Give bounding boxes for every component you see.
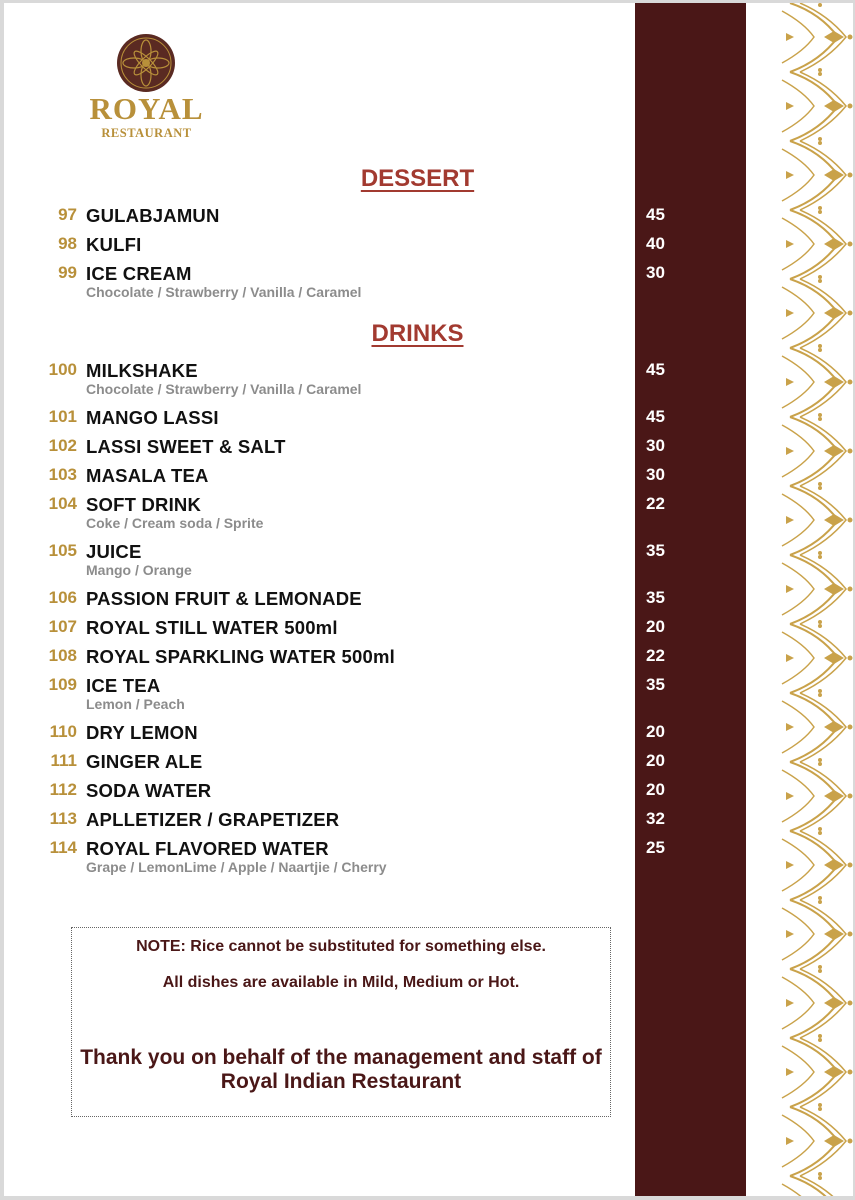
note-spice-levels: All dishes are available in Mild, Medium or Hot. xyxy=(162,974,520,991)
item-price: 32 xyxy=(646,809,665,828)
item-number: 110 xyxy=(49,722,77,741)
item-description: Chocolate / Strawberry / Vanilla / Caramel xyxy=(86,381,362,397)
menu-item xyxy=(4,751,853,775)
thank-you-line-2: Royal Indian Restaurant xyxy=(220,1070,462,1093)
section-title-drinks: DRINKS xyxy=(371,320,464,347)
item-description: Coke / Cream soda / Sprite xyxy=(86,515,264,531)
brand-subtitle: RESTAURANT xyxy=(101,126,192,140)
item-name: ROYAL STILL WATER 500ml xyxy=(86,617,338,638)
item-name: SODA WATER xyxy=(86,780,212,801)
item-price: 22 xyxy=(646,494,665,513)
menu-item xyxy=(4,588,853,612)
note-rice: NOTE: Rice cannot be substituted for something else. xyxy=(136,938,546,955)
item-name: JUICE xyxy=(86,541,142,562)
restaurant-logo xyxy=(84,33,214,143)
item-name: ROYAL FLAVORED WATER xyxy=(86,838,329,859)
menu-item xyxy=(4,465,853,489)
menu-item xyxy=(4,646,853,670)
item-price: 40 xyxy=(646,234,665,253)
menu-page xyxy=(4,3,853,1196)
item-name: APLLETIZER / GRAPETIZER xyxy=(86,809,340,830)
item-name: PASSION FRUIT & LEMONADE xyxy=(86,588,362,609)
notes-box xyxy=(71,927,611,1117)
item-number: 114 xyxy=(49,838,77,857)
item-name: MILKSHAKE xyxy=(86,360,198,381)
item-name: MASALA TEA xyxy=(86,465,209,486)
item-price: 20 xyxy=(646,780,665,799)
menu-item xyxy=(4,780,853,804)
item-number: 103 xyxy=(48,465,77,484)
item-number: 113 xyxy=(49,809,77,828)
item-price: 30 xyxy=(646,263,665,282)
item-name: ROYAL SPARKLING WATER 500ml xyxy=(86,646,395,667)
item-description: Mango / Orange xyxy=(86,562,192,578)
item-number: 104 xyxy=(48,494,77,513)
item-description: Lemon / Peach xyxy=(86,696,185,712)
item-price: 25 xyxy=(646,838,665,857)
menu-item xyxy=(4,809,853,833)
item-price: 30 xyxy=(646,465,665,484)
brand-name: ROYAL xyxy=(89,91,204,126)
item-price: 30 xyxy=(646,436,665,455)
item-name: KULFI xyxy=(86,234,142,255)
section-title-dessert: DESSERT xyxy=(360,165,475,192)
item-number: 112 xyxy=(49,780,77,799)
mandala-emblem-icon xyxy=(116,33,176,93)
item-name: LASSI SWEET & SALT xyxy=(86,436,286,457)
item-number: 98 xyxy=(58,234,77,253)
item-price: 45 xyxy=(646,360,665,379)
item-price: 45 xyxy=(646,407,665,426)
item-name: DRY LEMON xyxy=(86,722,198,743)
item-number: 107 xyxy=(48,617,77,636)
item-number: 111 xyxy=(50,751,77,770)
item-name: ICE CREAM xyxy=(86,263,192,284)
item-name: SOFT DRINK xyxy=(86,494,202,515)
item-price: 20 xyxy=(646,751,665,770)
item-number: 106 xyxy=(48,588,77,607)
menu-item xyxy=(4,407,853,431)
thank-you-line-1: Thank you on behalf of the management and staff of xyxy=(80,1046,602,1069)
item-price: 20 xyxy=(646,722,665,741)
item-description: Grape / LemonLime / Apple / Naartjie / Cherry xyxy=(86,859,387,875)
item-price: 35 xyxy=(646,588,665,607)
item-name: GULABJAMUN xyxy=(86,205,220,226)
item-number: 108 xyxy=(48,646,77,665)
menu-item xyxy=(4,205,853,229)
item-number: 102 xyxy=(48,436,77,455)
item-price: 35 xyxy=(646,675,665,694)
item-number: 100 xyxy=(48,360,77,379)
item-name: GINGER ALE xyxy=(86,751,203,772)
menu-item xyxy=(4,436,853,460)
item-price: 45 xyxy=(646,205,665,224)
item-number: 109 xyxy=(48,675,77,694)
item-name: ICE TEA xyxy=(86,675,161,696)
menu-item xyxy=(4,234,853,258)
item-number: 105 xyxy=(48,541,77,560)
item-price: 20 xyxy=(646,617,665,636)
menu-item xyxy=(4,617,853,641)
item-description: Chocolate / Strawberry / Vanilla / Caramel xyxy=(86,284,362,300)
item-price: 35 xyxy=(646,541,665,560)
item-price: 22 xyxy=(646,646,665,665)
item-number: 99 xyxy=(58,263,77,282)
thank-you-message xyxy=(72,1046,610,1094)
item-number: 101 xyxy=(48,407,77,426)
item-name: MANGO LASSI xyxy=(86,407,219,428)
menu-item xyxy=(4,722,853,746)
item-number: 97 xyxy=(58,205,77,224)
